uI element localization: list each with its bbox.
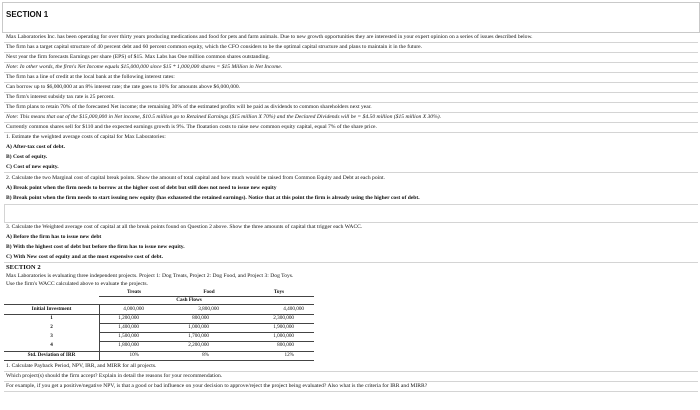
divider bbox=[4, 72, 698, 73]
divider bbox=[4, 92, 698, 93]
table-cell: 12% bbox=[284, 352, 294, 358]
section-2-intro: Use the firm's WACC calculated above to evaluate the projects. bbox=[6, 281, 148, 287]
question-3-prompt: 3. Calculate the Weighted average cost of capital at all the break points found on Question 2 above. Show the three amounts of capital that trigger each WACC. bbox=[6, 224, 363, 230]
question-3b: B) With the highest cost of debt but before the firm has to issue new equity. bbox=[6, 244, 185, 250]
section-1-title: SECTION 1 bbox=[6, 10, 49, 19]
table-cell: 3,800,000 bbox=[198, 306, 219, 312]
divider bbox=[4, 222, 698, 223]
divider bbox=[4, 42, 698, 43]
table-cell: 10% bbox=[129, 352, 139, 358]
column-header-treats: Treats bbox=[127, 289, 141, 295]
table-cell: 800,000 bbox=[192, 315, 209, 321]
section-2-title: SECTION 2 bbox=[6, 264, 41, 271]
paragraph-line: Max Laboratories Inc. has been operating for over thirty years producing medications and food for pets and farm animals. Due to new growth opportunities they are interested in your expert opinion on a series of issues described below. bbox=[6, 34, 533, 40]
table-rule bbox=[99, 332, 314, 333]
table-cell: 2,200,000 bbox=[188, 342, 209, 348]
table-rule bbox=[99, 341, 314, 342]
divider bbox=[4, 371, 698, 372]
table-rule bbox=[4, 360, 314, 361]
question-1c: C) Cost of new equity. bbox=[6, 164, 59, 170]
section-1-header bbox=[2, 2, 700, 33]
paragraph-line: The firm's interest subsidy tax rate is 25 percent. bbox=[6, 94, 115, 100]
question-2a: A) Break point when the firm needs to borrow at the higher cost of debt but still does not need to issue new equity bbox=[6, 185, 277, 191]
question-1a: A) After-tax cost of debt. bbox=[6, 144, 65, 150]
table-rule bbox=[99, 323, 314, 324]
paragraph-line: Next year the firm forecasts Earnings per share (EPS) of $15. Max Labs has One million common shares outstanding. bbox=[6, 54, 270, 60]
table-cell: 800,000 bbox=[277, 342, 294, 348]
table-cell: 8% bbox=[202, 352, 209, 358]
divider bbox=[4, 102, 698, 103]
question-1-prompt: 1. Estimate the weighted average costs of capital for Max Laboratories: bbox=[6, 134, 166, 140]
divider bbox=[4, 132, 698, 133]
paragraph-line: Currently common shares sell for $110 and the expected earnings growth is 9%. The floatation costs to raise new common equity capital, equal 7% of the share price. bbox=[6, 124, 377, 130]
note-line: Note: This means that out of the $15,000,000 in Net income, $10.5 million go to Retained Earnings ($15 million X 70%) and the Declared Dividends will be = $4.50 million ($15 million X 30%). bbox=[6, 114, 442, 120]
divider bbox=[4, 122, 698, 123]
question-3c: C) With New cost of equity and at the most expensive cost of debt. bbox=[6, 254, 164, 260]
table-cell: 4,000,000 bbox=[123, 306, 144, 312]
cash-flows-header: Cash Flows bbox=[176, 297, 202, 303]
paragraph-line: The firm has a target capital structure of 40 percent debt and 60 percent common equity, which the CFO considers to be the optimal capital structure and plans to maintain it in the future. bbox=[6, 44, 422, 50]
table-rule bbox=[4, 304, 314, 305]
divider bbox=[4, 62, 698, 63]
row-label: Std. Deviation of IRR bbox=[27, 352, 76, 358]
divider bbox=[4, 52, 698, 53]
note-line: Note: In other words, the firm's Net Income equals $15,000,000 since $15 * 1,000,000 shares = $15 Million in Net Income. bbox=[6, 64, 283, 70]
table-cell: 1,700,000 bbox=[188, 333, 209, 339]
divider bbox=[4, 381, 698, 382]
table-rule bbox=[4, 351, 314, 352]
question-2b: B) Break point when the firm needs to start issuing new equity (has exhausted the retained earnings). Notice that at this point the firm is already using the higher cost of debt. bbox=[6, 195, 420, 201]
paragraph-line: The firm plans to retain 70% of the forecasted Net income; the remaining 30% of the estimated profits will be paid as dividends to common shareholders next year. bbox=[6, 104, 372, 110]
paragraph-line: The firm has a line of credit at the local bank at the following interest rates: bbox=[6, 74, 175, 80]
section-2-question-2: Which project(s) should the firm accept? Explain in detail the reasons for your recommendation. bbox=[6, 373, 223, 379]
table-cell: 1,400,000 bbox=[118, 324, 139, 330]
divider bbox=[4, 172, 698, 173]
paragraph-line: Can borrow up to $6,000,000 at an 8% interest rate; the rate goes to 10% for amounts above $6,000,000. bbox=[6, 84, 241, 90]
question-2-prompt: 2. Calculate the two Marginal cost of capital break points. Show the amount of total capital and how much would be raised from Common Equity and Debt at each point. bbox=[6, 175, 385, 181]
section-2-question-3: For example, if you get a positive/negative NPV, is that a good or bad influence on your decision to approve/reject the project being evaluated? Also what is the criteria for IRR and MIRR? bbox=[6, 383, 428, 389]
row-label: 3 bbox=[50, 333, 53, 339]
table-cell: 1,800,000 bbox=[118, 342, 139, 348]
column-header-food: Food bbox=[203, 289, 215, 295]
row-label: 2 bbox=[50, 324, 53, 330]
row-label: 1 bbox=[50, 315, 53, 321]
divider bbox=[4, 82, 698, 83]
row-label: 4 bbox=[50, 342, 53, 348]
table-rule bbox=[4, 314, 314, 315]
divider bbox=[4, 391, 698, 392]
table-rule bbox=[99, 296, 314, 297]
table-rule bbox=[99, 304, 100, 360]
table-cell: 1,000,000 bbox=[188, 324, 209, 330]
table-cell: 4,400,000 bbox=[283, 306, 304, 312]
table-cell: 2,300,000 bbox=[273, 315, 294, 321]
column-header-toys: Toys bbox=[273, 289, 285, 295]
divider bbox=[4, 262, 698, 263]
divider bbox=[4, 204, 698, 205]
question-1b: B) Cost of equity. bbox=[6, 154, 48, 160]
divider bbox=[4, 112, 698, 113]
table-cell: 1,000,000 bbox=[273, 333, 294, 339]
divider bbox=[4, 204, 5, 222]
section-2-intro: Max Laboratories is evaluating three independent projects. Project 1: Dog Treats, Project 2: Dog Food, and Project 3: Dog Toys. bbox=[6, 273, 294, 279]
table-cell: 1,200,000 bbox=[118, 315, 139, 321]
row-label: Initial Investment bbox=[31, 306, 72, 312]
table-cell: 1,900,000 bbox=[273, 324, 294, 330]
question-3a: A) Before the firm has to issue new debt bbox=[6, 234, 102, 240]
table-cell: 1,500,000 bbox=[118, 333, 139, 339]
section-2-question-1: 1. Calculate Payback Period, NPV, IRR, and MIRR for all projects. bbox=[6, 363, 157, 369]
